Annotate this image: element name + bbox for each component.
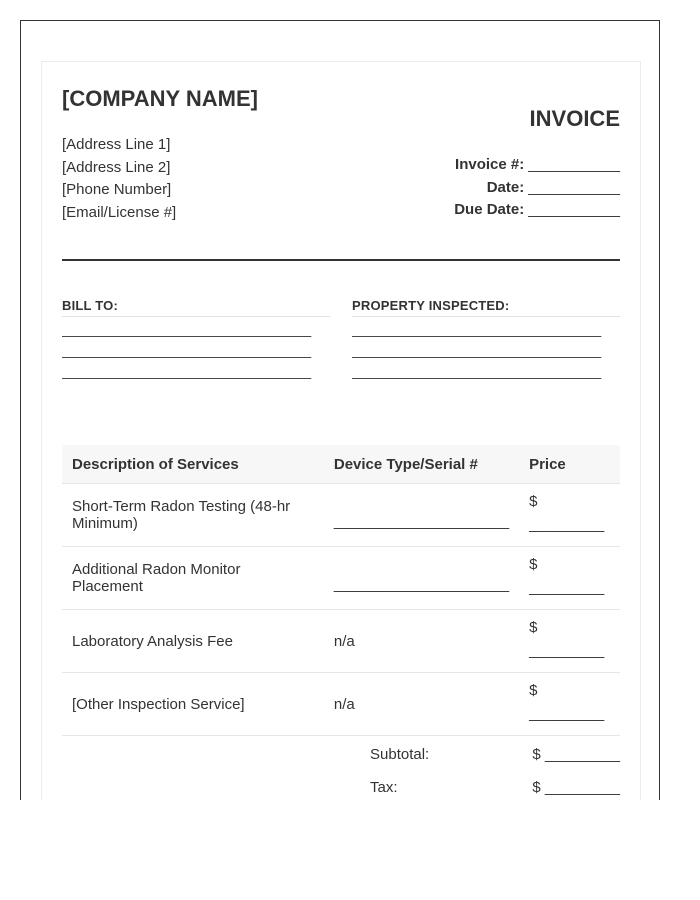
table-row	[62, 547, 620, 610]
invoice-meta	[360, 156, 620, 224]
subtotal-row	[370, 746, 620, 779]
property-inspected-lines	[352, 319, 620, 382]
table-row	[62, 484, 620, 547]
row-device: n/a	[324, 673, 519, 736]
row-price-field[interactable]: $ _________	[519, 547, 620, 610]
row-price-field[interactable]: $ _________	[519, 673, 620, 736]
bill-to-lines	[62, 319, 330, 382]
header-device: Device Type/Serial #	[324, 445, 519, 484]
tax-label: Tax:	[370, 779, 398, 796]
row-description: Laboratory Analysis Fee	[62, 610, 324, 673]
header-description: Description of Services	[62, 445, 324, 484]
services-table	[62, 445, 620, 736]
bill-to-section	[62, 298, 330, 382]
table-header-row	[62, 445, 620, 484]
tax-row	[370, 779, 620, 800]
invoice-date-label: Date:	[486, 178, 525, 196]
row-device-field[interactable]	[324, 547, 519, 610]
invoice-number-field[interactable]: ___________	[528, 156, 620, 173]
address-line-2: [Address Line 2]	[62, 158, 171, 176]
device-blank[interactable]: _____________________	[333, 512, 510, 530]
property-line-3[interactable]: ________________________________	[352, 363, 602, 379]
invoice-date-row	[360, 179, 620, 202]
device-blank[interactable]: _____________________	[333, 575, 510, 593]
tax-field[interactable]: $ _________	[532, 779, 620, 796]
row-price-field[interactable]: $ _________	[519, 610, 620, 673]
row-description: [Other Inspection Service]	[62, 673, 324, 736]
row-description: Additional Radon Monitor Placement	[62, 547, 324, 610]
header-price: Price	[519, 445, 620, 484]
invoice-date-field[interactable]: ___________	[528, 178, 620, 196]
invoice-title: INVOICE	[529, 106, 620, 131]
invoice-number-row	[360, 156, 620, 179]
bill-to-line-2[interactable]: ________________________________	[62, 342, 312, 358]
row-device: n/a	[324, 610, 519, 673]
table-row	[62, 673, 620, 736]
invoice-page	[41, 61, 641, 800]
due-date-field[interactable]: ___________	[528, 201, 620, 218]
company-name: [COMPANY NAME]	[62, 86, 258, 111]
bill-to-line-3[interactable]: ________________________________	[62, 363, 312, 379]
row-price-field[interactable]: $ _________	[519, 484, 620, 547]
document-frame	[20, 20, 660, 800]
invoice-number-label: Invoice #:	[455, 156, 525, 173]
subtotal-field[interactable]: $ _________	[532, 746, 620, 763]
email-license: [Email/License #]	[62, 203, 177, 221]
property-inspected-heading: PROPERTY INSPECTED:	[352, 298, 620, 317]
header-divider	[62, 259, 620, 261]
due-date-label: Due Date:	[454, 201, 525, 218]
totals-block	[370, 746, 620, 800]
due-date-row	[360, 201, 620, 224]
address-line-1: [Address Line 1]	[62, 136, 171, 153]
property-line-1[interactable]: ________________________________	[352, 321, 602, 337]
property-inspected-section	[352, 298, 620, 382]
row-device-field[interactable]	[324, 484, 519, 547]
company-contact-block	[62, 134, 176, 224]
property-line-2[interactable]: ________________________________	[352, 342, 602, 358]
row-description: Short-Term Radon Testing (48-hr Minimum)	[62, 484, 324, 547]
subtotal-label: Subtotal:	[370, 746, 430, 763]
bill-to-line-1[interactable]: ________________________________	[62, 321, 312, 337]
phone-number: [Phone Number]	[62, 181, 172, 198]
bill-to-heading: BILL TO:	[62, 298, 330, 317]
table-row	[62, 610, 620, 673]
